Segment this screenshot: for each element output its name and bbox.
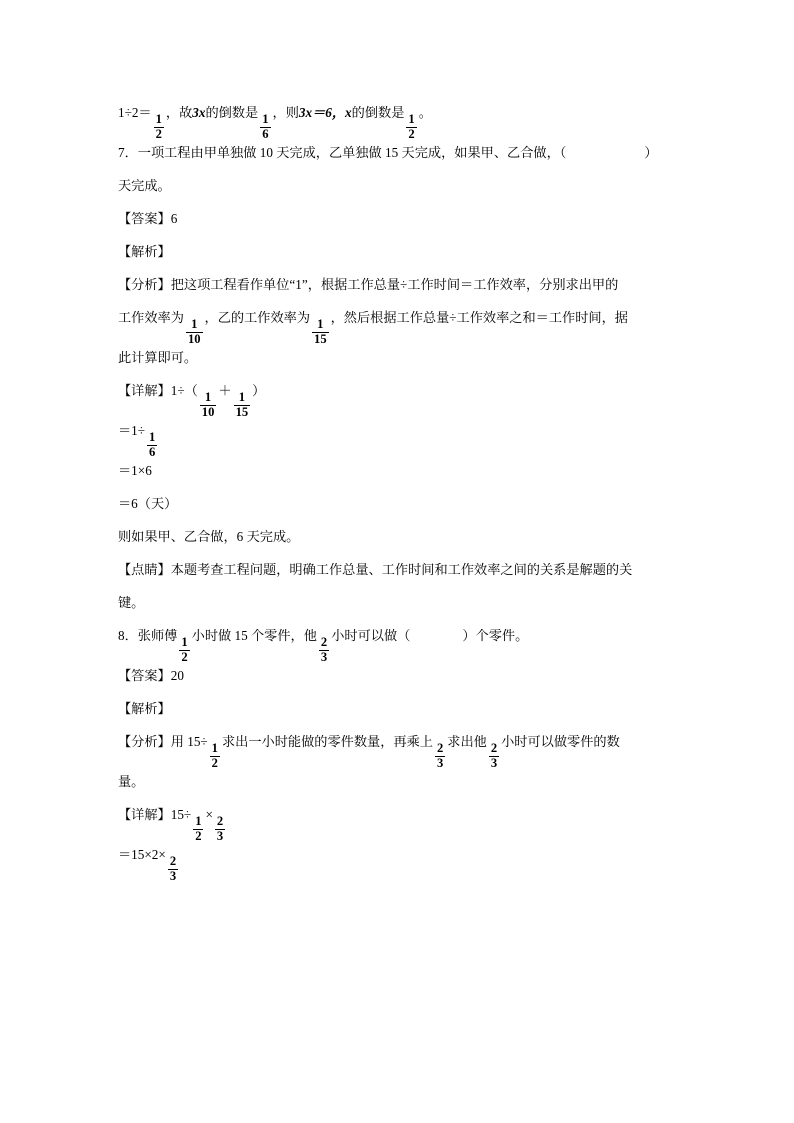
fraction <box>319 636 329 664</box>
text-line <box>118 414 676 459</box>
fraction-numerator: 1 <box>262 112 269 126</box>
fraction <box>147 431 157 459</box>
text-run: 1÷2＝ <box>118 105 152 120</box>
text-run: 小时可以做（ <box>331 628 411 643</box>
fraction-numerator: 2 <box>320 635 328 649</box>
text-run: ）个零件。 <box>462 628 529 643</box>
fraction-denominator: 2 <box>195 828 202 843</box>
fraction <box>168 855 178 883</box>
text-line <box>118 765 676 798</box>
text-line <box>118 268 676 301</box>
text-run: 的倒数是 <box>351 105 405 120</box>
fraction-denominator: 15 <box>314 331 327 346</box>
text-run: ） <box>644 145 658 160</box>
text-run: 则如果甲、乙合做，6 天完成。 <box>118 529 300 544</box>
text-line <box>118 725 676 770</box>
text-run: ＝6（天） <box>118 496 178 511</box>
text-run: 【详解】1÷（ <box>118 383 198 398</box>
fraction-numerator: 1 <box>238 390 245 404</box>
fraction <box>193 815 203 843</box>
text-run: × <box>205 807 213 822</box>
text-line <box>118 96 676 141</box>
text-run: 【分析】把这项工程看作单位“1”，根据工作总量÷工作时间＝工作效率，分别求出甲的 <box>118 277 619 292</box>
fraction-denominator: 2 <box>408 126 415 141</box>
text-run: ＝1×6 <box>118 463 152 478</box>
text-line <box>118 235 676 268</box>
fraction-denominator: 2 <box>155 126 162 141</box>
text-run: 【分析】用 15÷ <box>118 734 208 749</box>
fraction-denominator: 3 <box>490 755 498 770</box>
text-run: ，故 <box>165 105 193 120</box>
fraction-numerator: 1 <box>195 814 202 828</box>
text-line <box>118 798 676 843</box>
text-run: 【详解】15÷ <box>118 807 192 822</box>
fraction-numerator: 1 <box>204 390 212 404</box>
fraction-numerator: 1 <box>181 635 188 649</box>
fraction <box>210 742 220 770</box>
text-line <box>118 838 676 883</box>
text-run: 【点睛】本题考查工程问题，明确工作总量、工作时间和工作效率之间的关系是解题的关 <box>118 562 633 577</box>
text-run: 工作效率为 <box>118 310 184 325</box>
fraction-denominator: 3 <box>169 868 177 883</box>
fraction <box>154 113 164 141</box>
text-run: 求出一小时能做的零件数量，再乘上 <box>221 734 433 749</box>
text-line <box>118 374 676 419</box>
math-variable: 3x <box>192 105 206 120</box>
fraction-numerator: 1 <box>149 430 156 444</box>
fraction-denominator: 15 <box>235 404 249 419</box>
text-run: 天完成。 <box>118 178 171 193</box>
text-run: 小时可以做零件的数 <box>501 734 620 749</box>
text-run: ＋ <box>218 383 232 398</box>
fraction <box>200 391 217 419</box>
fraction-denominator: 10 <box>201 404 215 419</box>
text-run: 8．张师傅 <box>118 628 178 643</box>
fraction <box>234 391 251 419</box>
text-line <box>118 301 676 346</box>
text-line <box>118 619 676 664</box>
fraction-denominator: 3 <box>216 828 224 843</box>
text-run: ＝1÷ <box>118 423 146 438</box>
text-run: ，乙的工作效率为 <box>204 310 311 325</box>
text-line <box>118 520 676 553</box>
fraction-numerator: 2 <box>436 741 444 755</box>
text-run: 7．一项工程由甲单独做 10 天完成，乙单独做 15 天完成，如果甲、乙合做，（ <box>118 145 567 160</box>
fraction <box>435 742 445 770</box>
fraction-numerator: 1 <box>408 112 415 126</box>
text-line <box>118 692 676 725</box>
text-run: 键。 <box>118 595 145 610</box>
fraction-denominator: 3 <box>320 649 328 664</box>
text-run: 【解析】 <box>118 701 171 716</box>
fraction-numerator: 2 <box>169 854 177 868</box>
fraction <box>260 113 270 141</box>
math-variable: 3x＝6，x <box>298 105 352 120</box>
fraction-denominator: 3 <box>436 755 444 770</box>
fraction-numerator: 1 <box>191 317 198 331</box>
text-run: 【答案】20 <box>118 668 184 683</box>
text-run: 此计算即可。 <box>118 350 198 365</box>
text-run: ，然后根据工作总量÷工作效率之和＝工作时间，据 <box>330 310 628 325</box>
text-run: 求出他 <box>447 734 487 749</box>
fraction <box>179 636 189 664</box>
text-run: 的倒数是 <box>205 105 259 120</box>
fraction-numerator: 2 <box>216 814 224 828</box>
fraction-numerator: 1 <box>317 317 324 331</box>
fraction-denominator: 2 <box>181 649 188 664</box>
fraction-numerator: 1 <box>155 112 162 126</box>
text-run: 量。 <box>118 774 145 789</box>
text-run: 。 <box>418 105 432 120</box>
fraction <box>186 318 203 346</box>
fraction-numerator: 1 <box>211 741 218 755</box>
fraction-denominator: 6 <box>262 126 269 141</box>
fraction <box>215 815 225 843</box>
text-line <box>118 454 676 487</box>
text-line <box>118 553 676 586</box>
text-line <box>118 169 676 202</box>
text-line <box>118 202 676 235</box>
fraction-denominator: 10 <box>187 331 201 346</box>
text-run: 【答案】6 <box>118 211 178 226</box>
fraction <box>489 742 499 770</box>
fraction <box>312 318 329 346</box>
text-run: ，则 <box>272 105 299 120</box>
fraction <box>406 113 416 141</box>
text-line <box>118 136 676 169</box>
document-body <box>118 96 676 883</box>
fraction-denominator: 2 <box>211 755 218 770</box>
fraction-numerator: 2 <box>490 741 498 755</box>
text-line <box>118 586 676 619</box>
fraction-denominator: 6 <box>149 444 156 459</box>
text-run: 小时做 15 个零件，他 <box>191 628 317 643</box>
text-line <box>118 659 676 692</box>
text-run: 【解析】 <box>118 244 171 259</box>
text-line <box>118 487 676 520</box>
text-run: ＝15×2× <box>118 847 166 862</box>
text-run: ） <box>252 383 266 398</box>
